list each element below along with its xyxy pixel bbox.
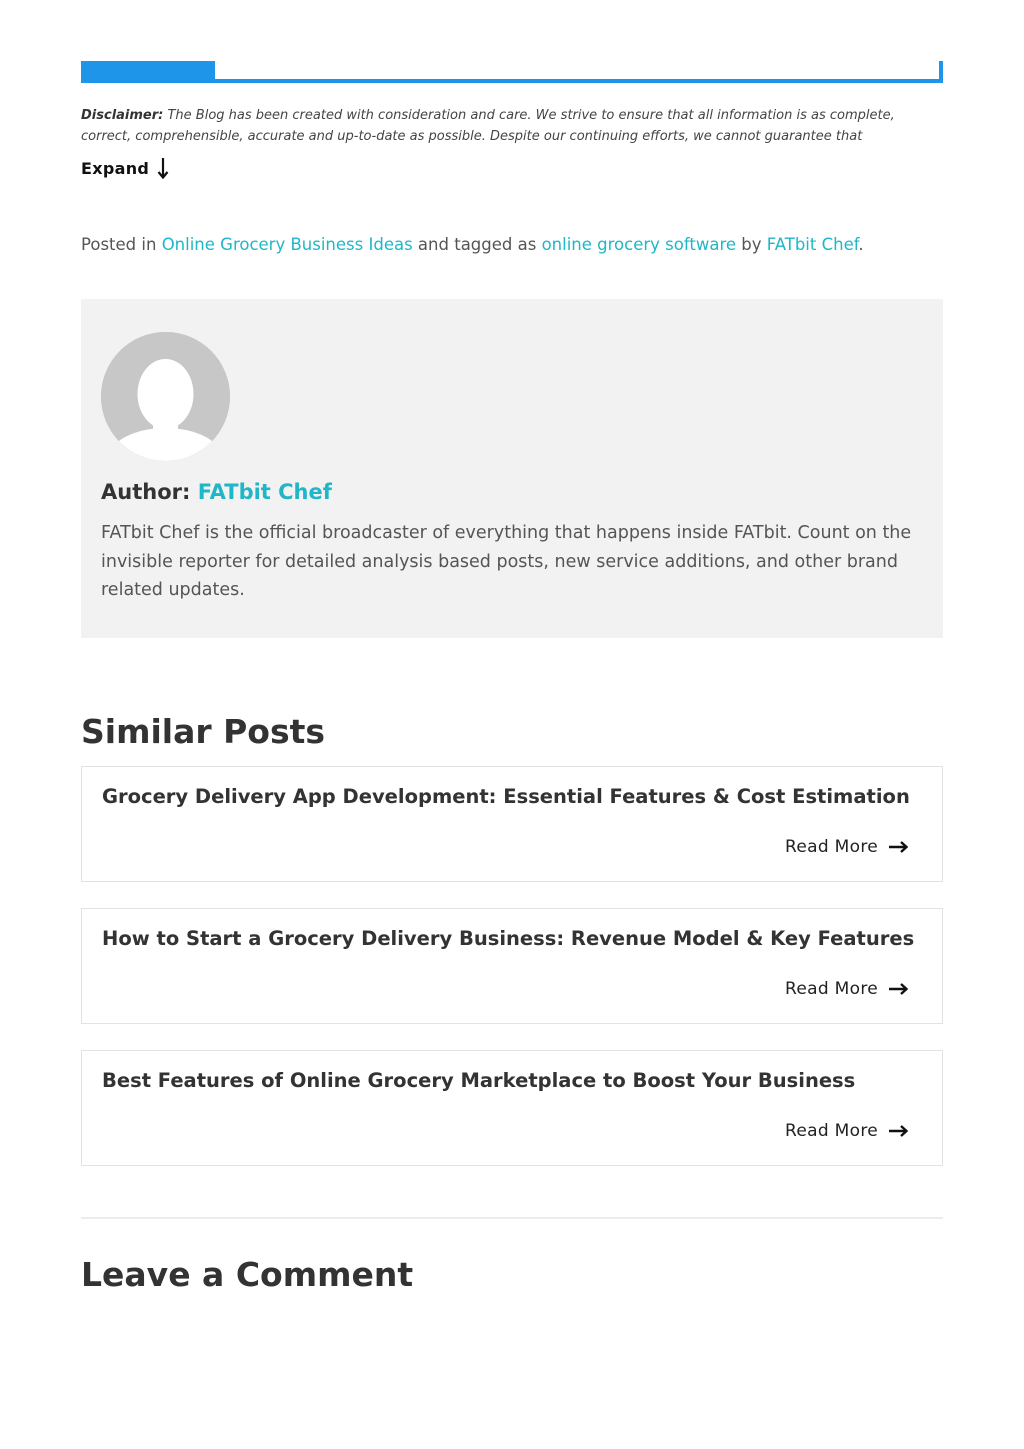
author-label: Author: bbox=[101, 480, 198, 504]
avatar bbox=[101, 332, 230, 461]
read-more-link[interactable] bbox=[785, 837, 908, 857]
author-box bbox=[81, 299, 943, 638]
similar-post-card bbox=[81, 1050, 943, 1166]
disclaimer-label: Disclaimer: bbox=[81, 108, 164, 123]
tagged-prefix: and tagged as bbox=[412, 235, 542, 254]
posted-in-prefix: Posted in bbox=[81, 235, 162, 254]
author-name-link[interactable]: FATbit Chef bbox=[197, 480, 332, 504]
arrow-right-icon bbox=[888, 841, 908, 853]
meta-suffix: . bbox=[858, 235, 864, 254]
leave-comment-heading: Leave a Comment bbox=[81, 1255, 414, 1294]
read-more-label: Read More bbox=[785, 837, 878, 857]
arrow-down-icon bbox=[157, 157, 169, 179]
arrow-right-icon bbox=[888, 983, 908, 995]
author-title bbox=[101, 480, 332, 504]
read-more-link[interactable] bbox=[785, 1121, 908, 1141]
progress-end-cap bbox=[939, 61, 943, 83]
read-more-link[interactable] bbox=[785, 979, 908, 999]
similar-post-title[interactable]: How to Start a Grocery Delivery Business: Revenue Model & Key Features bbox=[102, 927, 915, 950]
by-prefix: by bbox=[736, 235, 767, 254]
similar-posts-heading: Similar Posts bbox=[81, 712, 326, 751]
disclaimer bbox=[81, 105, 943, 147]
disclaimer-text: The Blog has been created with consideration and care. We strive to ensure that all information is as complete, correct, comprehensible, accurate and up-to-date as possible. Despite our continuing efforts, we cannot guarantee that bbox=[81, 108, 895, 144]
post-meta bbox=[81, 235, 864, 254]
user-placeholder-icon bbox=[101, 332, 230, 461]
reading-progress-bar bbox=[81, 61, 943, 83]
similar-post-title[interactable]: Best Features of Online Grocery Marketplace to Boost Your Business bbox=[102, 1069, 856, 1092]
category-link[interactable]: Online Grocery Business Ideas bbox=[161, 235, 413, 254]
read-more-label: Read More bbox=[785, 979, 878, 999]
author-link[interactable]: FATbit Chef bbox=[766, 235, 859, 254]
expand-label: Expand bbox=[81, 158, 150, 178]
similar-post-card bbox=[81, 766, 943, 882]
arrow-right-icon bbox=[888, 1125, 908, 1137]
similar-post-card bbox=[81, 908, 943, 1024]
section-divider bbox=[81, 1217, 943, 1219]
tag-link[interactable]: online grocery software bbox=[541, 235, 737, 254]
progress-fill bbox=[81, 61, 215, 83]
similar-post-title[interactable]: Grocery Delivery App Development: Essential Features & Cost Estimation bbox=[102, 785, 910, 808]
expand-button[interactable] bbox=[81, 157, 169, 179]
read-more-label: Read More bbox=[785, 1121, 878, 1141]
author-bio: FATbit Chef is the official broadcaster of everything that happens inside FATbit. Count on the invisible reporter for detailed analysis based posts, new service additions, and other brand related updates. bbox=[101, 523, 912, 600]
